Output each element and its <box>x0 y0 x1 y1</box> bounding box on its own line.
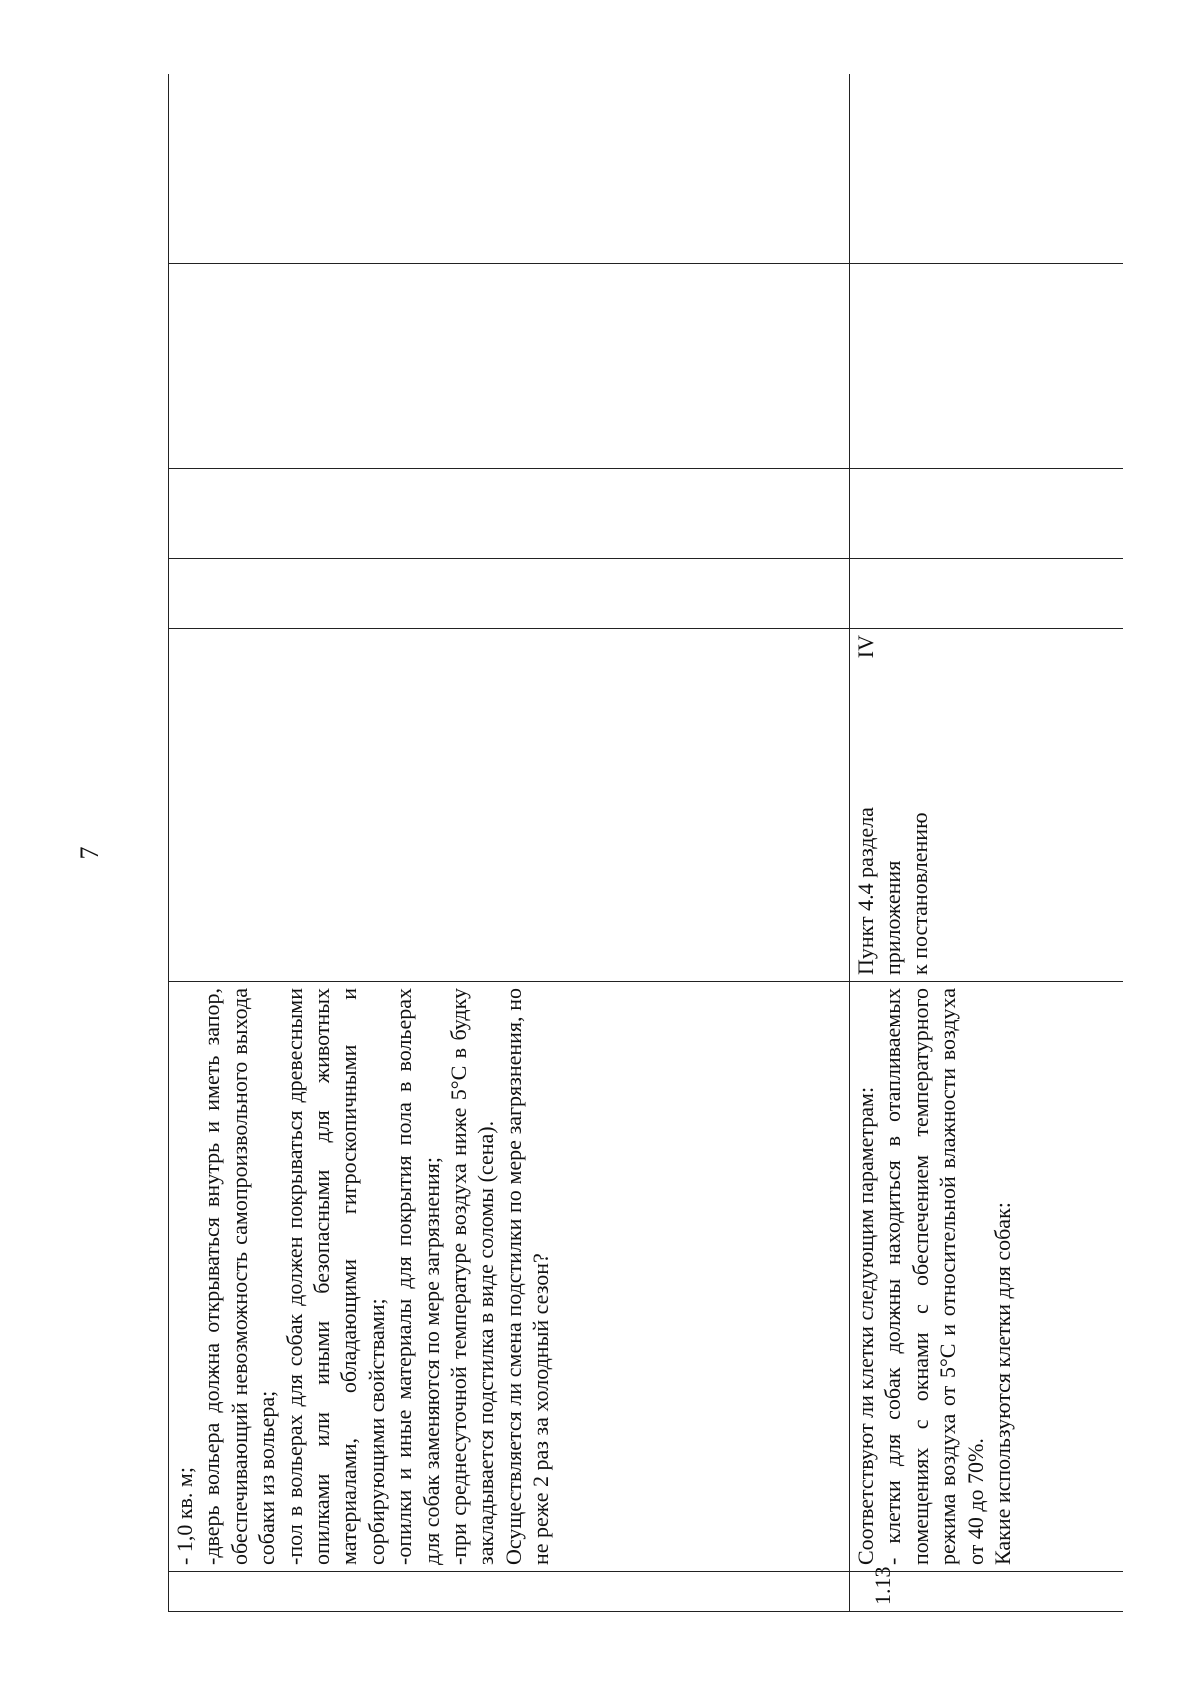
checklist-table <box>168 74 1123 1612</box>
answer-yes-cell <box>169 559 850 629</box>
row-number-cell: 1.13 <box>850 1572 1124 1612</box>
answer-no-cell <box>850 469 1124 559</box>
checklist-table-sheet <box>168 74 1123 1612</box>
page-number: 7 <box>75 846 104 860</box>
question-line: -при среднесуточной температуре воздуха ниже 5°С в будку закладывается подстилка в виде соломы (сена). <box>446 988 499 1565</box>
question-line: - клетки для собак должны находиться в отапливаемых помещениях с окнами с обеспечением температурного режима воздуха от 5°С и относительной влажности воздуха от 40 до 70%. <box>880 988 988 1565</box>
question-line: - 1,0 кв. м; <box>172 1467 197 1565</box>
rotated-table-wrapper <box>168 74 1123 1612</box>
question-line: Какие используются клетки для собак: <box>990 1202 1016 1565</box>
reference-cell <box>169 629 850 982</box>
table-row <box>850 74 1124 1612</box>
notes-cell <box>169 74 850 264</box>
question-cell <box>850 982 1124 1572</box>
reference-head <box>852 635 879 975</box>
reference-head-left: Пункт 4.4 раздела <box>853 807 878 975</box>
reference-head-right: IV <box>853 635 878 659</box>
question-line: Соответствуют ли клетки следующим параметрам: <box>853 1086 878 1565</box>
row-number-cell <box>169 1572 850 1612</box>
table-row <box>169 74 850 1612</box>
question-line: -пол в вольерах для собак должен покрываться древесными опилками или иными безопасными для животных материалами, обладающими гигроскопичными и сорбирующими свойствами; <box>281 988 389 1565</box>
reference-line: приложения <box>880 860 905 975</box>
question-cell <box>169 982 850 1572</box>
question-line: -дверь вольера должна открываться внутрь и иметь запор, обеспечивающий невозможность самопроизвольного выхода собаки из вольера; <box>199 988 280 1565</box>
question-line: Осуществляется ли смена подстилки по мере загрязнения, но не реже 2 раз за холодный сезон? <box>500 988 554 1565</box>
question-line: -опилки и иные материалы для покрытия пола в вольерах для собак заменяются по мере загрязнения; <box>391 988 444 1565</box>
reference-cell <box>850 629 1124 982</box>
not-applicable-cell <box>169 264 850 469</box>
reference-line: к постановлению <box>907 812 932 975</box>
not-applicable-cell <box>850 264 1124 469</box>
notes-cell <box>850 74 1124 264</box>
answer-no-cell <box>169 469 850 559</box>
answer-yes-cell <box>850 559 1124 629</box>
